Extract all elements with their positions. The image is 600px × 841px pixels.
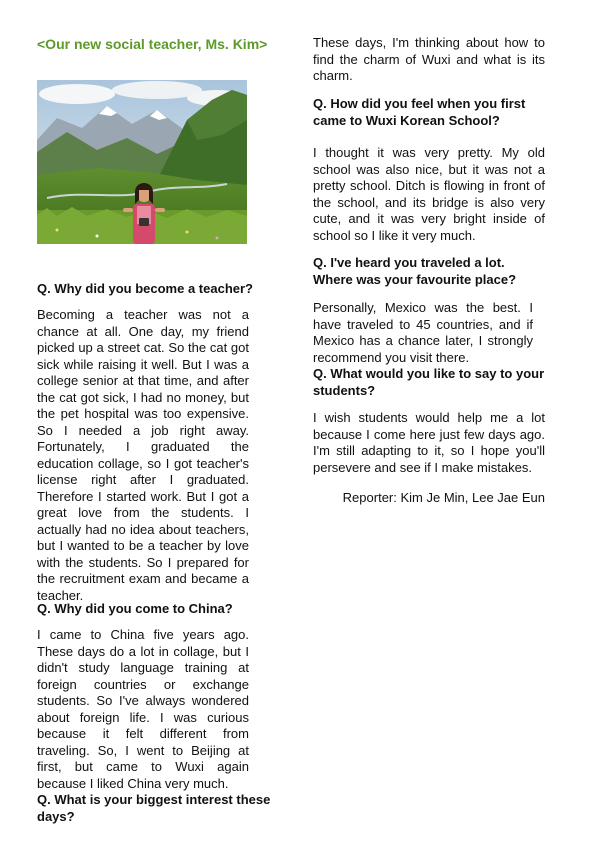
- question-4: Q. How did you feel when you first came to Wuxi Korean School?: [313, 96, 526, 128]
- question-2: Q. Why did you come to China?: [37, 601, 233, 616]
- question-1: Q. Why did you become a teacher?: [37, 281, 253, 296]
- answer-4: I thought it was very pretty. My old school was also nice, but it was not a pretty school. Ditch is flowing in front of the school, and its bridge is also very cute, and it was very bright inside of school so I like it very much.: [313, 145, 545, 243]
- answer-1: Becoming a teacher was not a chance at all. One day, my friend picked up a street cat. So the cat got sick while raising it well. But I was a college senior at that time, and after the cat got sick, I had no money, but the pet hospital was too expensive. So I needed a job right away. Fortunately, I graduated the education collage, so I got teacher's license right after I graduated. Therefore I started work. But I got a great love from the students. I actually had no idea about teachers, but I wanted to be a teacher by love with the students. So I prepared for the recruitment exam and became a teacher.: [37, 307, 249, 603]
- question-3: Q. What is your biggest interest these days?: [37, 792, 271, 824]
- answer-5: Personally, Mexico was the best. I have traveled to 45 countries, and if Mexico has a chance later, I strongly recommend you visit there.: [313, 300, 533, 365]
- article-title: <Our new social teacher, Ms. Kim>: [37, 36, 268, 52]
- reporter-credit: Reporter: Kim Je Min, Lee Jae Eun: [342, 490, 545, 505]
- teacher-photo: [37, 80, 247, 244]
- answer-6: I wish students would help me a lot because I come here just few days ago. I'm still adapting to it, so I hope you'll persevere and see if I make mistakes.: [313, 410, 545, 475]
- question-6: Q. What would you like to say to your students?: [313, 366, 545, 398]
- answer-2: I came to China five years ago. These days do a lot in collage, but I didn't study language training at foreign countries or exchange students. So I've always wondered about foreign life. I was curious because it felt different from traveling. So, I went to Beijing at first, but came to Wuxi again because I liked China very much.: [37, 627, 249, 791]
- answer-3: These days, I'm thinking about how to find the charm of Wuxi and what is its charm.: [313, 35, 545, 83]
- mountain-landscape-photo: [37, 80, 247, 244]
- question-5: Q. I've heard you traveled a lot. Where was your favourite place?: [313, 255, 517, 287]
